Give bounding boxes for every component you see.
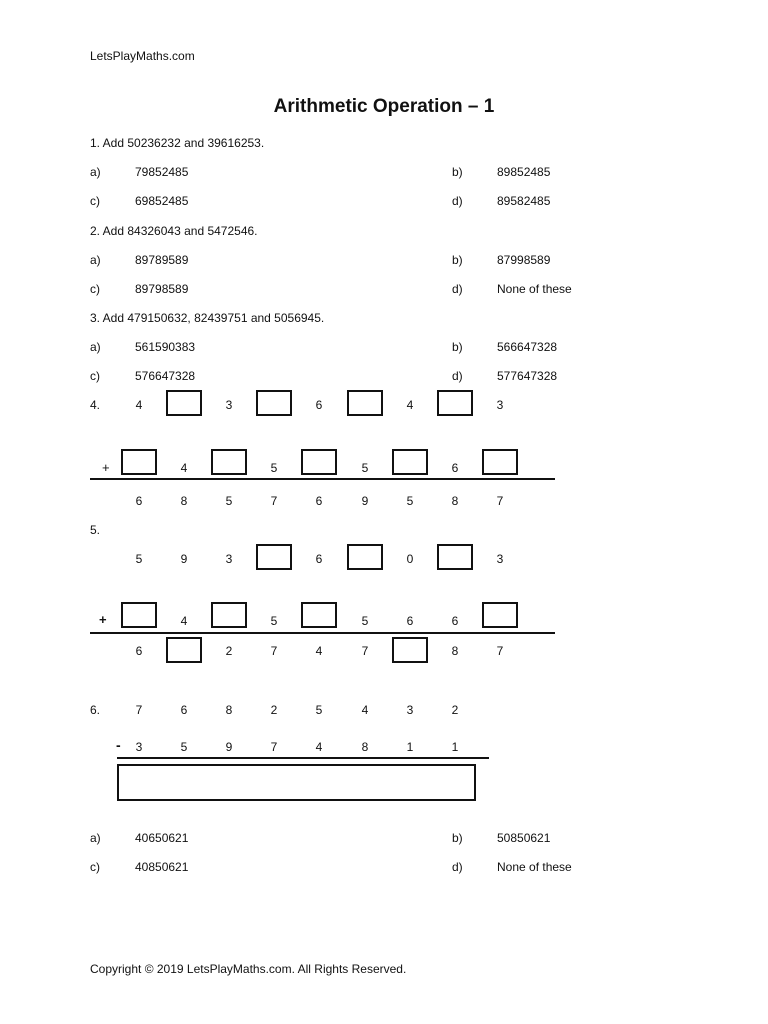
q6-option-d-value: None of these	[497, 860, 572, 874]
q4-row2-blank-box[interactable]	[301, 449, 337, 475]
q5-row1-blank-box[interactable]	[347, 544, 383, 570]
q5-row1-digit: 3	[225, 552, 233, 566]
q6-option-b-value: 50850621	[497, 831, 551, 845]
footer-copyright: Copyright © 2019 LetsPlayMaths.com. All Rights Reserved.	[90, 962, 407, 976]
q4-row1-blank-box[interactable]	[437, 390, 473, 416]
q4-result-digit: 6	[315, 494, 323, 508]
q5-result-blank-box[interactable]	[392, 637, 428, 663]
q6-minus-sign: -	[116, 737, 121, 753]
q5-plus-sign: +	[99, 612, 107, 627]
q4-result-digit: 9	[361, 494, 369, 508]
q4-row1-blank-box[interactable]	[256, 390, 292, 416]
q6-row1-digit: 7	[135, 703, 143, 717]
q6-row2-digit: 9	[225, 740, 233, 754]
q6-difference-line	[117, 757, 489, 759]
q1-option-c-label: c)	[90, 194, 100, 208]
q6-row1-digit: 8	[225, 703, 233, 717]
q3-option-b-label: b)	[452, 340, 463, 354]
q4-row2-digit: 5	[270, 461, 278, 475]
q5-result-digit: 2	[225, 644, 233, 658]
q4-result-digit: 6	[135, 494, 143, 508]
page-title: Arithmetic Operation – 1	[273, 96, 495, 117]
q2-option-c-value: 89798589	[135, 282, 189, 296]
q2-option-c-label: c)	[90, 282, 100, 296]
q4-row1-digit: 3	[225, 398, 233, 412]
q5-result-digit: 8	[451, 644, 459, 658]
q4-row2-blank-box[interactable]	[482, 449, 518, 475]
q5-row2-digit: 4	[180, 614, 188, 628]
q5-result-digit: 7	[496, 644, 504, 658]
q3-option-a-value: 561590383	[135, 340, 196, 354]
q1-option-c-value: 69852485	[135, 194, 189, 208]
q3-option-a-label: a)	[90, 340, 101, 354]
q5-row1-digit: 9	[180, 552, 188, 566]
q4-row1-digit: 6	[315, 398, 323, 412]
q6-option-b-label: b)	[452, 831, 463, 845]
q4-row2-digit: 5	[361, 461, 369, 475]
q5-row2-digit: 6	[451, 614, 459, 628]
q4-row1-blank-box[interactable]	[347, 390, 383, 416]
q5-row1-blank-box[interactable]	[256, 544, 292, 570]
q6-answer-box[interactable]	[117, 764, 476, 801]
q4-row2-blank-box[interactable]	[392, 449, 428, 475]
q6-option-a-label: a)	[90, 831, 101, 845]
q6-row2-digit: 7	[270, 740, 278, 754]
question-2-text: 2. Add 84326043 and 5472546.	[90, 224, 258, 238]
q6-row1-digit: 5	[315, 703, 323, 717]
question-6-number: 6.	[90, 703, 101, 717]
q4-result-digit: 7	[496, 494, 504, 508]
q4-result-digit: 8	[180, 494, 188, 508]
q2-option-d-label: d)	[452, 282, 463, 296]
q5-result-digit: 7	[361, 644, 369, 658]
q6-row2-digit: 3	[135, 740, 143, 754]
q5-row2-digit: 5	[270, 614, 278, 628]
q4-row2-digit: 6	[451, 461, 459, 475]
q4-row1-digit: 4	[406, 398, 414, 412]
q6-option-c-value: 40850621	[135, 860, 189, 874]
q4-sum-line	[90, 478, 555, 480]
question-5-number: 5.	[90, 523, 101, 537]
q2-option-b-value: 87998589	[497, 253, 551, 267]
q4-result-digit: 5	[225, 494, 233, 508]
q3-option-d-label: d)	[452, 369, 463, 383]
q5-row2-digit: 5	[361, 614, 369, 628]
q6-row2-digit: 1	[406, 740, 414, 754]
q5-result-digit: 6	[135, 644, 143, 658]
q5-result-blank-box[interactable]	[166, 637, 202, 663]
q4-row2-blank-box[interactable]	[121, 449, 157, 475]
q1-option-b-label: b)	[452, 165, 463, 179]
q6-option-a-value: 40650621	[135, 831, 189, 845]
q5-row1-digit: 5	[135, 552, 143, 566]
q5-row1-blank-box[interactable]	[437, 544, 473, 570]
q2-option-b-label: b)	[452, 253, 463, 267]
q4-row2-blank-box[interactable]	[211, 449, 247, 475]
q4-row1-blank-box[interactable]	[166, 390, 202, 416]
q6-row1-digit: 2	[270, 703, 278, 717]
q6-row2-digit: 8	[361, 740, 369, 754]
q6-row1-digit: 6	[180, 703, 188, 717]
q6-row1-digit: 4	[361, 703, 369, 717]
q4-row1-digit: 3	[496, 398, 504, 412]
q3-option-c-value: 576647328	[135, 369, 196, 383]
q3-option-b-value: 566647328	[497, 340, 558, 354]
q3-option-c-label: c)	[90, 369, 100, 383]
q4-result-digit: 7	[270, 494, 278, 508]
question-4-number: 4.	[90, 398, 101, 412]
q1-option-a-label: a)	[90, 165, 101, 179]
q5-row2-blank-box[interactable]	[482, 602, 518, 628]
q2-option-d-value: None of these	[497, 282, 572, 296]
q5-row2-digit: 6	[406, 614, 414, 628]
q2-option-a-value: 89789589	[135, 253, 189, 267]
q4-row1-digit: 4	[135, 398, 143, 412]
q6-row2-digit: 5	[180, 740, 188, 754]
q5-row2-blank-box[interactable]	[301, 602, 337, 628]
q5-sum-line	[90, 632, 555, 634]
q1-option-a-value: 79852485	[135, 165, 189, 179]
q6-option-c-label: c)	[90, 860, 100, 874]
q1-option-d-label: d)	[452, 194, 463, 208]
q4-result-digit: 8	[451, 494, 459, 508]
q6-row1-digit: 3	[406, 703, 414, 717]
q4-plus-sign: +	[102, 460, 110, 475]
question-3-text: 3. Add 479150632, 82439751 and 5056945.	[90, 311, 325, 325]
q2-option-a-label: a)	[90, 253, 101, 267]
q5-row1-digit: 6	[315, 552, 323, 566]
q5-row1-digit: 3	[496, 552, 504, 566]
q4-result-digit: 5	[406, 494, 414, 508]
q6-row2-digit: 1	[451, 740, 459, 754]
q5-row2-blank-box[interactable]	[121, 602, 157, 628]
q5-row1-digit: 0	[406, 552, 414, 566]
q3-option-d-value: 577647328	[497, 369, 558, 383]
q4-row2-digit: 4	[180, 461, 188, 475]
q6-row2-digit: 4	[315, 740, 323, 754]
site-name: LetsPlayMaths.com	[90, 49, 195, 63]
question-1-text: 1. Add 50236232 and 39616253.	[90, 136, 265, 150]
q1-option-d-value: 89582485	[497, 194, 551, 208]
q6-row1-digit: 2	[451, 703, 459, 717]
q6-option-d-label: d)	[452, 860, 463, 874]
q5-result-digit: 7	[270, 644, 278, 658]
q5-row2-blank-box[interactable]	[211, 602, 247, 628]
q1-option-b-value: 89852485	[497, 165, 551, 179]
q5-result-digit: 4	[315, 644, 323, 658]
